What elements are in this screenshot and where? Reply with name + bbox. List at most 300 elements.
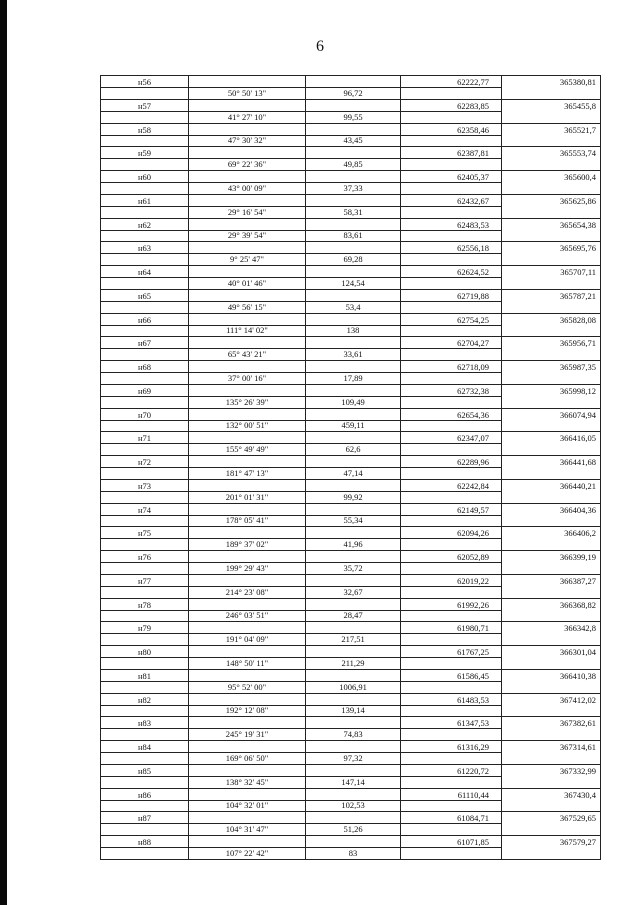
x-coordinate-cell-value: 62289,96 bbox=[457, 457, 489, 467]
cell-divider bbox=[101, 87, 188, 88]
angle-cell-value: 43° 00' 09" bbox=[227, 182, 267, 193]
point-cell bbox=[101, 741, 189, 764]
table-row bbox=[101, 242, 600, 266]
y-coordinate-cell-value: 366368,82 bbox=[559, 599, 596, 610]
cell-divider bbox=[101, 491, 188, 492]
y-coordinate-cell bbox=[502, 337, 600, 360]
cell-divider bbox=[401, 206, 501, 207]
point-cell-value: н76 bbox=[137, 552, 152, 562]
distance-cell-value: 37,33 bbox=[343, 182, 363, 193]
y-coordinate-cell-value: 365787,21 bbox=[559, 290, 596, 301]
distance-cell-value: 55,34 bbox=[343, 515, 363, 526]
cell-divider bbox=[401, 443, 501, 444]
table-row bbox=[101, 622, 600, 646]
angle-cell bbox=[189, 361, 306, 384]
angle-cell-value: 135° 26' 39" bbox=[225, 396, 269, 407]
distance-cell bbox=[306, 147, 401, 170]
angle-cell bbox=[189, 409, 306, 432]
x-coordinate-cell bbox=[401, 124, 502, 147]
point-cell bbox=[101, 124, 189, 147]
y-coordinate-cell-value: 367579,27 bbox=[559, 837, 596, 847]
x-coordinate-cell bbox=[401, 219, 502, 242]
table-row bbox=[101, 694, 600, 718]
x-coordinate-cell-value: 62432,67 bbox=[457, 195, 489, 206]
angle-cell-value: 201° 01' 31" bbox=[225, 491, 269, 502]
angle-cell bbox=[189, 100, 306, 123]
angle-cell-value: 49° 56' 15" bbox=[227, 301, 267, 312]
point-cell-value: н67 bbox=[137, 338, 152, 349]
angle-cell bbox=[189, 76, 306, 99]
cell-divider bbox=[101, 776, 188, 777]
angle-cell bbox=[189, 147, 306, 170]
angle-cell-value: 69° 22' 36" bbox=[227, 159, 267, 169]
cell-divider bbox=[101, 847, 188, 848]
table-row bbox=[101, 456, 600, 480]
point-cell bbox=[101, 100, 189, 123]
x-coordinate-cell bbox=[401, 242, 502, 265]
distance-cell-value: 41,96 bbox=[343, 539, 363, 549]
x-coordinate-cell bbox=[401, 741, 502, 764]
distance-cell-value: 28,47 bbox=[343, 610, 363, 621]
y-coordinate-cell bbox=[502, 694, 600, 717]
table-row bbox=[101, 812, 600, 836]
distance-cell-value: 58,31 bbox=[343, 206, 363, 217]
cell-divider bbox=[101, 586, 188, 587]
point-cell bbox=[101, 694, 189, 717]
angle-cell bbox=[189, 266, 306, 289]
y-coordinate-cell-value: 366406,2 bbox=[564, 528, 596, 539]
point-cell-value: н65 bbox=[137, 290, 152, 301]
x-coordinate-cell bbox=[401, 646, 502, 669]
x-coordinate-cell-value: 62283,85 bbox=[457, 100, 489, 111]
point-cell-value: н68 bbox=[137, 362, 152, 372]
point-cell-value: н60 bbox=[137, 172, 152, 182]
distance-cell-value: 74,83 bbox=[343, 729, 363, 739]
distance-cell-value: 43,45 bbox=[343, 135, 363, 146]
y-coordinate-cell bbox=[502, 124, 600, 147]
cell-divider bbox=[401, 728, 501, 729]
y-coordinate-cell bbox=[502, 836, 600, 859]
point-cell-value: н71 bbox=[137, 433, 152, 444]
x-coordinate-cell-value: 62019,22 bbox=[457, 575, 489, 586]
cell-divider bbox=[101, 610, 188, 611]
angle-cell bbox=[189, 337, 306, 360]
cell-divider bbox=[101, 800, 188, 801]
table-row bbox=[101, 266, 600, 290]
y-coordinate-cell-value: 365707,11 bbox=[560, 267, 596, 277]
distance-cell bbox=[306, 789, 401, 812]
y-coordinate-cell bbox=[502, 480, 600, 503]
cell-divider bbox=[101, 230, 188, 231]
table-row bbox=[101, 124, 600, 148]
y-coordinate-cell-value: 367382,61 bbox=[559, 718, 596, 729]
point-cell-value: н57 bbox=[137, 100, 152, 111]
x-coordinate-cell bbox=[401, 171, 502, 194]
distance-cell bbox=[306, 337, 401, 360]
y-coordinate-cell-value: 366074,94 bbox=[559, 409, 596, 420]
y-coordinate-cell-value: 365625,86 bbox=[559, 195, 596, 206]
distance-cell bbox=[306, 76, 401, 99]
cell-divider bbox=[101, 705, 188, 706]
distance-cell-value: 83,61 bbox=[343, 230, 363, 241]
point-cell-value: н63 bbox=[137, 243, 152, 254]
cell-divider bbox=[101, 277, 188, 278]
angle-cell-value: 9° 25' 47" bbox=[230, 254, 264, 264]
distance-cell-value: 459,11 bbox=[341, 420, 365, 431]
distance-cell bbox=[306, 219, 401, 242]
table-row bbox=[101, 765, 600, 789]
table-row bbox=[101, 717, 600, 741]
y-coordinate-cell-value: 366410,38 bbox=[559, 670, 596, 681]
x-coordinate-cell-value: 61110,44 bbox=[457, 789, 489, 800]
point-cell bbox=[101, 290, 189, 313]
angle-cell bbox=[189, 646, 306, 669]
angle-cell-value: 181° 47' 13" bbox=[225, 467, 269, 478]
x-coordinate-cell-value: 62483,53 bbox=[457, 219, 489, 230]
angle-cell bbox=[189, 717, 306, 740]
x-coordinate-cell bbox=[401, 527, 502, 550]
x-coordinate-cell bbox=[401, 76, 502, 99]
x-coordinate-cell-value: 61220,72 bbox=[457, 765, 489, 776]
cell-divider bbox=[401, 705, 501, 706]
cell-divider bbox=[401, 158, 501, 159]
distance-cell bbox=[306, 171, 401, 194]
point-cell bbox=[101, 195, 189, 218]
distance-cell-value: 1006,91 bbox=[339, 681, 367, 692]
distance-cell-value: 217,51 bbox=[341, 634, 365, 644]
y-coordinate-cell bbox=[502, 622, 600, 645]
cell-divider bbox=[401, 253, 501, 254]
cell-divider bbox=[101, 372, 188, 373]
y-coordinate-cell-value: 366342,8 bbox=[564, 623, 596, 634]
x-coordinate-cell bbox=[401, 100, 502, 123]
point-cell-value: н70 bbox=[137, 409, 152, 420]
table-row bbox=[101, 409, 600, 433]
distance-cell bbox=[306, 599, 401, 622]
point-cell bbox=[101, 717, 189, 740]
x-coordinate-cell-value: 61347,53 bbox=[457, 718, 489, 729]
point-cell bbox=[101, 171, 189, 194]
cell-divider bbox=[401, 182, 501, 183]
angle-cell-value: 189° 37' 02" bbox=[225, 539, 269, 549]
point-cell-value: н87 bbox=[137, 813, 152, 824]
angle-cell-value: 245° 19' 31" bbox=[225, 729, 269, 739]
x-coordinate-cell-value: 62754,25 bbox=[457, 314, 489, 325]
point-cell-value: н81 bbox=[137, 670, 152, 681]
cell-divider bbox=[401, 752, 501, 753]
table-row bbox=[101, 527, 600, 551]
cell-divider bbox=[101, 301, 188, 302]
cell-divider bbox=[101, 325, 188, 326]
y-coordinate-cell-value: 366440,21 bbox=[559, 480, 596, 491]
x-coordinate-cell-value: 61084,71 bbox=[457, 813, 489, 824]
distance-cell bbox=[306, 266, 401, 289]
distance-cell-value: 139,14 bbox=[341, 705, 365, 716]
angle-cell bbox=[189, 171, 306, 194]
x-coordinate-cell-value: 61483,53 bbox=[457, 694, 489, 705]
distance-cell-value: 109,49 bbox=[341, 396, 365, 407]
distance-cell bbox=[306, 100, 401, 123]
distance-cell bbox=[306, 670, 401, 693]
angle-cell-value: 65° 43' 21" bbox=[227, 349, 267, 359]
x-coordinate-cell-value: 62347,07 bbox=[457, 433, 489, 444]
y-coordinate-cell bbox=[502, 361, 600, 384]
point-cell bbox=[101, 385, 189, 408]
angle-cell bbox=[189, 694, 306, 717]
y-coordinate-cell bbox=[502, 432, 600, 455]
y-coordinate-cell-value: 367332,99 bbox=[559, 765, 596, 776]
point-cell-value: н84 bbox=[137, 742, 152, 752]
point-cell bbox=[101, 456, 189, 479]
scan-edge-bar bbox=[0, 0, 7, 905]
cell-divider bbox=[401, 87, 501, 88]
y-coordinate-cell bbox=[502, 789, 600, 812]
point-cell bbox=[101, 789, 189, 812]
angle-cell bbox=[189, 789, 306, 812]
point-cell-value: н61 bbox=[137, 195, 152, 206]
angle-cell-value: 214° 23' 08" bbox=[225, 586, 269, 597]
cell-divider bbox=[101, 467, 188, 468]
y-coordinate-cell bbox=[502, 717, 600, 740]
cell-divider bbox=[101, 348, 188, 349]
point-cell bbox=[101, 314, 189, 337]
cell-divider bbox=[401, 657, 501, 658]
distance-cell-value: 99,55 bbox=[343, 111, 363, 122]
cell-divider bbox=[101, 562, 188, 563]
y-coordinate-cell bbox=[502, 812, 600, 835]
x-coordinate-cell bbox=[401, 195, 502, 218]
angle-cell bbox=[189, 575, 306, 598]
y-coordinate-cell-value: 365600,4 bbox=[564, 172, 596, 182]
cell-divider bbox=[101, 752, 188, 753]
table-row bbox=[101, 385, 600, 409]
page-number: 6 bbox=[316, 38, 324, 55]
angle-cell-value: 40° 01' 46" bbox=[227, 277, 267, 288]
point-cell-value: н85 bbox=[137, 765, 152, 776]
y-coordinate-cell-value: 367430,4 bbox=[564, 789, 596, 800]
y-coordinate-cell bbox=[502, 551, 600, 574]
x-coordinate-cell bbox=[401, 456, 502, 479]
angle-cell-value: 132° 00' 51" bbox=[225, 420, 269, 431]
x-coordinate-cell bbox=[401, 765, 502, 788]
point-cell bbox=[101, 527, 189, 550]
cell-divider bbox=[401, 135, 501, 136]
cell-divider bbox=[401, 562, 501, 563]
table-row bbox=[101, 504, 600, 528]
x-coordinate-cell-value: 62094,26 bbox=[457, 528, 489, 539]
point-cell-value: н73 bbox=[137, 480, 152, 491]
x-coordinate-cell-value: 62149,57 bbox=[457, 504, 489, 515]
point-cell bbox=[101, 575, 189, 598]
angle-cell-value: 148° 50' 11" bbox=[225, 657, 269, 668]
y-coordinate-cell bbox=[502, 147, 600, 170]
angle-cell bbox=[189, 219, 306, 242]
distance-cell-value: 17,89 bbox=[343, 372, 363, 383]
distance-cell bbox=[306, 242, 401, 265]
y-coordinate-cell bbox=[502, 266, 600, 289]
angle-cell bbox=[189, 836, 306, 859]
distance-cell bbox=[306, 741, 401, 764]
point-cell-value: н56 bbox=[137, 77, 152, 87]
point-cell bbox=[101, 337, 189, 360]
point-cell-value: н72 bbox=[137, 457, 152, 467]
y-coordinate-cell bbox=[502, 290, 600, 313]
distance-cell-value: 53,4 bbox=[345, 301, 361, 312]
table-row bbox=[101, 599, 600, 623]
distance-cell bbox=[306, 361, 401, 384]
point-cell-value: н74 bbox=[137, 504, 152, 515]
point-cell bbox=[101, 836, 189, 859]
y-coordinate-cell bbox=[502, 100, 600, 123]
distance-cell bbox=[306, 480, 401, 503]
table-row bbox=[101, 100, 600, 124]
cell-divider bbox=[401, 230, 501, 231]
y-coordinate-cell bbox=[502, 409, 600, 432]
angle-cell bbox=[189, 504, 306, 527]
y-coordinate-cell bbox=[502, 456, 600, 479]
x-coordinate-cell-value: 62624,52 bbox=[457, 267, 489, 277]
cell-divider bbox=[101, 515, 188, 516]
point-cell-value: н77 bbox=[137, 575, 152, 586]
angle-cell-value: 107° 22' 42" bbox=[225, 847, 269, 858]
angle-cell-value: 138° 32' 45" bbox=[225, 776, 269, 787]
y-coordinate-cell-value: 365654,38 bbox=[559, 219, 596, 230]
table-row bbox=[101, 76, 600, 100]
y-coordinate-cell-value: 365553,74 bbox=[559, 148, 596, 159]
angle-cell bbox=[189, 599, 306, 622]
angle-cell-value: 111° 14' 02" bbox=[226, 325, 268, 336]
distance-cell-value: 97,32 bbox=[343, 752, 363, 763]
cell-divider bbox=[101, 657, 188, 658]
cell-divider bbox=[101, 253, 188, 254]
y-coordinate-cell bbox=[502, 504, 600, 527]
y-coordinate-cell-value: 365695,76 bbox=[559, 243, 596, 254]
table-row bbox=[101, 219, 600, 243]
cell-divider bbox=[401, 277, 501, 278]
distance-cell-value: 35,72 bbox=[343, 562, 363, 573]
table-row bbox=[101, 290, 600, 314]
point-cell bbox=[101, 480, 189, 503]
distance-cell-value: 83 bbox=[348, 847, 358, 858]
distance-cell-value: 102,53 bbox=[341, 800, 365, 811]
distance-cell bbox=[306, 717, 401, 740]
distance-cell-value: 47,14 bbox=[343, 467, 363, 478]
distance-cell bbox=[306, 385, 401, 408]
angle-cell bbox=[189, 124, 306, 147]
y-coordinate-cell-value: 365956,71 bbox=[559, 338, 596, 349]
x-coordinate-cell-value: 62052,89 bbox=[457, 552, 489, 562]
x-coordinate-cell bbox=[401, 337, 502, 360]
cell-divider bbox=[401, 823, 501, 824]
table-row bbox=[101, 741, 600, 765]
point-cell-value: н75 bbox=[137, 528, 152, 539]
cell-divider bbox=[401, 610, 501, 611]
table-row bbox=[101, 361, 600, 385]
y-coordinate-cell-value: 366387,27 bbox=[559, 575, 596, 586]
cell-divider bbox=[101, 182, 188, 183]
point-cell bbox=[101, 147, 189, 170]
point-cell-value: н82 bbox=[137, 694, 152, 705]
x-coordinate-cell bbox=[401, 670, 502, 693]
cell-divider bbox=[401, 847, 501, 848]
y-coordinate-cell-value: 365987,35 bbox=[559, 362, 596, 372]
y-coordinate-cell-value: 365828,08 bbox=[559, 314, 596, 325]
table-row bbox=[101, 147, 600, 171]
cell-divider bbox=[101, 396, 188, 397]
table-row bbox=[101, 171, 600, 195]
distance-cell-value: 69,28 bbox=[343, 254, 363, 264]
angle-cell-value: 169° 06' 50" bbox=[225, 752, 269, 763]
x-coordinate-cell bbox=[401, 432, 502, 455]
y-coordinate-cell bbox=[502, 670, 600, 693]
cell-divider bbox=[101, 206, 188, 207]
distance-cell-value: 33,61 bbox=[343, 349, 363, 359]
angle-cell-value: 47° 30' 32" bbox=[227, 135, 267, 146]
y-coordinate-cell-value: 366441,68 bbox=[559, 457, 596, 467]
angle-cell-value: 246° 03' 51" bbox=[225, 610, 269, 621]
x-coordinate-cell bbox=[401, 789, 502, 812]
distance-cell bbox=[306, 836, 401, 859]
point-cell-value: н79 bbox=[137, 623, 152, 634]
distance-cell bbox=[306, 124, 401, 147]
point-cell-value: н88 bbox=[137, 837, 152, 847]
x-coordinate-cell bbox=[401, 622, 502, 645]
distance-cell bbox=[306, 622, 401, 645]
point-cell bbox=[101, 242, 189, 265]
x-coordinate-cell bbox=[401, 599, 502, 622]
x-coordinate-cell bbox=[401, 504, 502, 527]
coordinates-table bbox=[100, 75, 601, 860]
angle-cell-value: 95° 52' 00" bbox=[227, 681, 267, 692]
distance-cell-value: 62,6 bbox=[345, 444, 361, 454]
cell-divider bbox=[101, 823, 188, 824]
x-coordinate-cell bbox=[401, 266, 502, 289]
angle-cell-value: 104° 31' 47" bbox=[225, 824, 269, 834]
cell-divider bbox=[101, 135, 188, 136]
x-coordinate-cell bbox=[401, 385, 502, 408]
x-coordinate-cell bbox=[401, 147, 502, 170]
x-coordinate-cell-value: 61980,71 bbox=[457, 623, 489, 634]
x-coordinate-cell-value: 62718,09 bbox=[457, 362, 489, 372]
point-cell-value: н69 bbox=[137, 385, 152, 396]
x-coordinate-cell-value: 62732,38 bbox=[457, 385, 489, 396]
y-coordinate-cell-value: 367529,65 bbox=[559, 813, 596, 824]
distance-cell-value: 147,14 bbox=[341, 776, 365, 787]
cell-divider bbox=[401, 800, 501, 801]
table-row bbox=[101, 670, 600, 694]
angle-cell bbox=[189, 551, 306, 574]
point-cell-value: н80 bbox=[137, 647, 152, 657]
distance-cell bbox=[306, 409, 401, 432]
point-cell-value: н62 bbox=[137, 219, 152, 230]
y-coordinate-cell bbox=[502, 242, 600, 265]
distance-cell-value: 51,26 bbox=[343, 824, 363, 834]
angle-cell bbox=[189, 242, 306, 265]
point-cell-value: н64 bbox=[137, 267, 152, 277]
y-coordinate-cell-value: 365998,12 bbox=[559, 385, 596, 396]
cell-divider bbox=[401, 111, 501, 112]
table-row bbox=[101, 314, 600, 338]
cell-divider bbox=[101, 420, 188, 421]
angle-cell-value: 191° 04' 09" bbox=[225, 634, 269, 644]
y-coordinate-cell-value: 366416,05 bbox=[559, 433, 596, 444]
angle-cell bbox=[189, 622, 306, 645]
x-coordinate-cell bbox=[401, 480, 502, 503]
x-coordinate-cell-value: 62242,84 bbox=[457, 480, 489, 491]
distance-cell bbox=[306, 290, 401, 313]
distance-cell bbox=[306, 575, 401, 598]
y-coordinate-cell bbox=[502, 741, 600, 764]
